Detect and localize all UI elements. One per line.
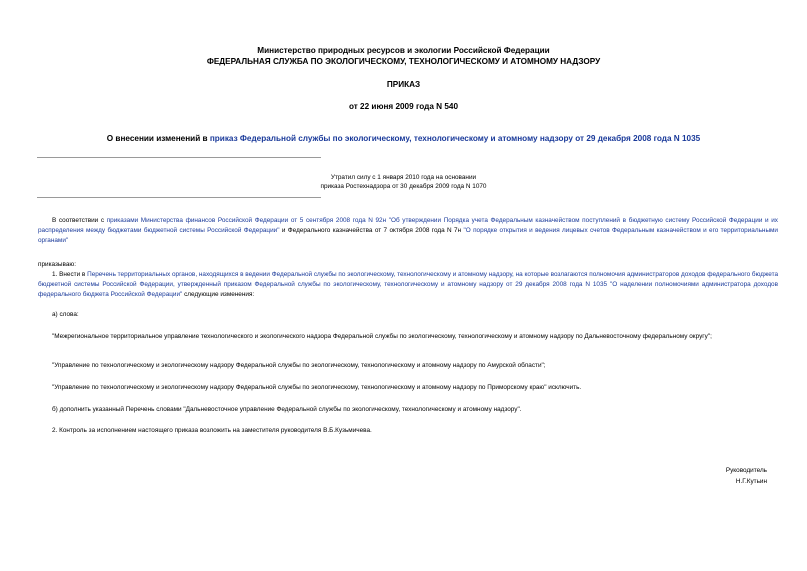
document-date: от 22 июня 2009 года N 540 [348,102,459,111]
preamble-text-1: В соответствии с [52,217,105,224]
status-line-2-text[interactable]: приказа Ростехнадзора от 30 декабря 2009 года N 1070 [320,183,487,190]
list-link[interactable]: Перечень территориальных органов, находящихся в ведении Федеральной службы по экологическому, технологическому и атомному надзору, на которые возлагаются полномочия администраторов доходов федерального бюджета бюджетной системы Российской Федерации, утвержденный приказом Федеральной службы по экологическому, технологическому и атомному надзору от 29 декабря 2008 года N 1035 "О наделении полномочиями администратора доходов федерального бюджета Российской Федерации" [38,271,778,298]
divider-bottom [37,197,321,198]
item-2: 2. Контроль за исполнением настоящего приказа возложить на заместителя руководителя В.Б.Кузьмичева. [52,427,372,434]
document-type: ПРИКАЗ [386,80,421,89]
item-1-text-2: следующие изменения: [182,291,255,298]
sub-item-a: а) слова: [52,311,79,318]
item-1-text-1: 1. Внести в [52,271,86,278]
quote-1: "Межрегиональное территориальное управление технологического и экологического надзора Федеральной службы по экологическому, технологическому и атомному надзору по Дальневосточному федеральному округу"; [52,333,712,340]
status-line-1: Утратил силу с 1 января 2010 года на основании [330,174,477,181]
signatory-name: Н.Г.Кутьин [735,478,767,485]
order-word: приказываю: [38,261,76,268]
quote-2: "Управление по технологическому и экологическому надзору Федеральной службы по экологическому, технологическому и атомному надзору по Амурской области"; [52,362,546,369]
quote-3: "Управление по технологическому и экологическому надзору Федеральной службы по экологическому, технологическому и атомному надзору по Приморскому краю" исключить. [52,384,582,391]
signatory-position: Руководитель [725,467,767,474]
minfin-order-link[interactable]: приказами Министерства финансов Российской Федерации от 5 сентября 2008 года N 92н "Об утверждении Порядка учета Федеральным казначейством поступлений в бюджетную систему Российской Федерации и их распределения между бюджетами бюджетной системы Российской Федерации" [38,217,778,234]
service-name: ФЕДЕРАЛЬНАЯ СЛУЖБА ПО ЭКОЛОГИЧЕСКОМУ, ТЕХНОЛОГИЧЕСКОМУ И АТОМНОМУ НАДЗОРУ [206,57,601,66]
item-1-paragraph [38,270,778,300]
document-title [0,133,807,144]
divider-top [37,157,321,158]
sub-item-b: б) дополнить указанный Перечень словами "Дальневосточное управление Федеральной службы по экологическому, технологическому и атомному надзору". [52,406,522,413]
status-line-2 [0,182,807,192]
title-prefix: О внесении изменений в [106,134,208,143]
preamble-text-2: и Федерального казначейства от 7 октября 2008 года N 7н [279,227,464,234]
amended-order-link[interactable]: приказ Федеральной службы по экологическому, технологическому и атомному надзору от 29 декабря 2008 года N 1035 [209,134,701,143]
treasury-order-link[interactable]: "О порядке открытия и ведения лицевых счетов Федеральным казначейством и его территориальными органами" [38,227,778,244]
preamble-paragraph [38,216,778,246]
ministry-name: Министерство природных ресурсов и экологии Российской Федерации [257,46,550,55]
